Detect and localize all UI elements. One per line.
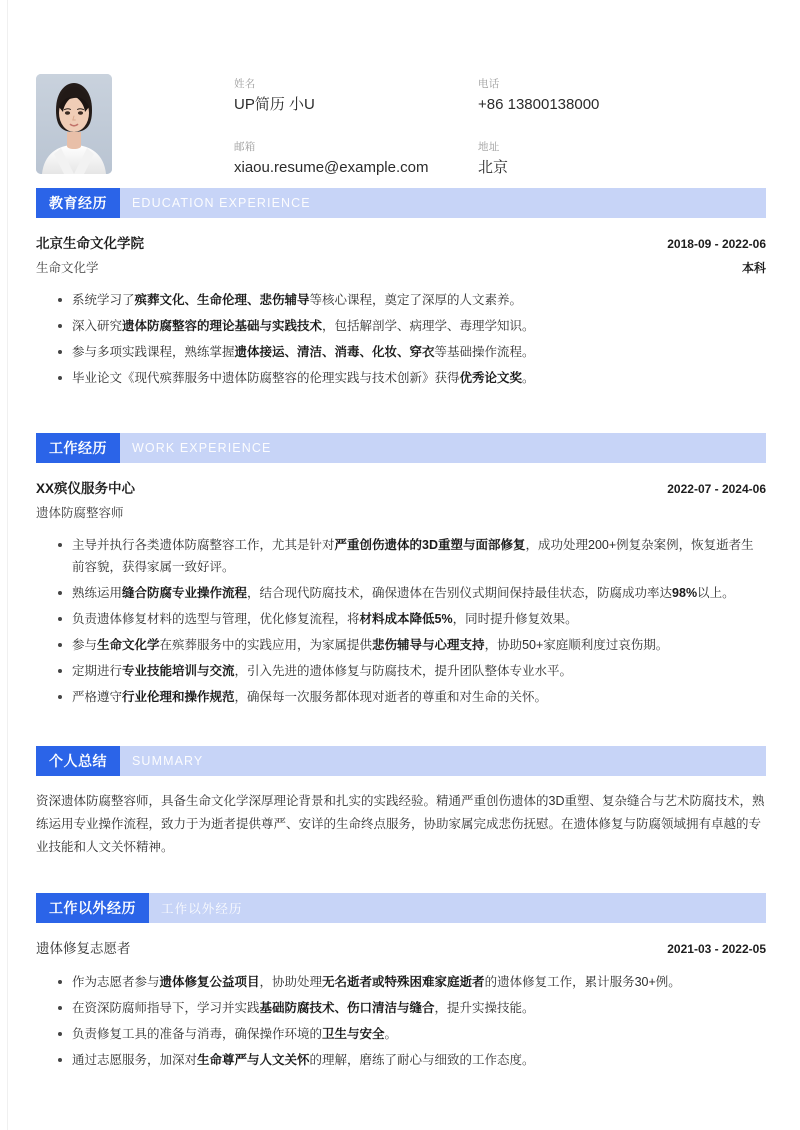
section-header-extra (36, 893, 766, 923)
bullet-item: 熟练运用缝合防腐专业操作流程，结合现代防腐技术，确保遗体在告别仪式期间保持最佳状态，防腐成功率达98%以上。 (36, 582, 766, 604)
extra-entry-toprow (36, 939, 766, 959)
contact-label-address: 地址 (478, 141, 500, 153)
avatar (36, 74, 112, 174)
education-entry-toprow (36, 234, 766, 254)
contact-field-name (234, 76, 478, 115)
bullet-item: 定期进行专业技能培训与交流，引入先进的遗体修复与防腐技术，提升团队整体专业水平。 (36, 660, 766, 682)
work-entry-toprow (36, 479, 766, 499)
section-work (36, 433, 766, 708)
section-title-en-extra: 工作以外经历 (161, 902, 243, 916)
section-extra (36, 893, 766, 1071)
work-bullets (36, 534, 766, 708)
bullet-item: 在资深防腐师指导下，学习并实践基础防腐技术、伤口清洁与缝合，提升实操技能。 (36, 997, 766, 1019)
section-header-education (36, 188, 766, 218)
resume-sheet (8, 0, 792, 1130)
bullet-item: 作为志愿者参与遗体修复公益项目，协助处理无名逝者或特殊困难家庭逝者的遗体修复工作，累计服务30+例。 (36, 971, 766, 993)
section-education (36, 188, 766, 389)
extra-role: 遗体修复志愿者 (36, 941, 131, 956)
work-entry-subrow (36, 504, 766, 522)
contact-label-email: 邮箱 (234, 141, 256, 153)
section-title-en-summary: SUMMARY (132, 754, 204, 768)
bullet-item: 负责修复工具的准备与消毒，确保操作环境的卫生与安全。 (36, 1023, 766, 1045)
extra-date: 2021-03 - 2022-05 (667, 942, 766, 956)
bullet-item: 系统学习了殡葬文化、生命伦理、悲伤辅导等核心课程，奠定了深厚的人文素养。 (36, 289, 766, 311)
resume-content (36, 0, 766, 1075)
bullet-item: 参与生命文化学在殡葬服务中的实践应用，为家属提供悲伤辅导与心理支持，协助50+家庭顺利度过哀伤期。 (36, 634, 766, 656)
education-major: 生命文化学 (36, 261, 99, 275)
contact-value-address: 北京 (478, 159, 509, 176)
work-entry (36, 463, 766, 708)
bullet-item: 主导并执行各类遗体防腐整容工作，尤其是针对严重创伤遗体的3D重塑与面部修复，成功处理200+例复杂案例，恢复逝者生前容貌，获得家属一致好评。 (36, 534, 766, 578)
contact-label-name: 姓名 (234, 78, 256, 90)
contact-field-address (478, 139, 766, 178)
spacer-work-summary (36, 712, 766, 746)
education-entry (36, 218, 766, 389)
bullet-item: 通过志愿服务，加深对生命尊严与人文关怀的理解，磨练了耐心与细致的工作态度。 (36, 1049, 766, 1071)
spacer-education-work (36, 393, 766, 433)
contact-field-email (234, 139, 478, 178)
section-title-cn-education: 教育经历 (36, 188, 120, 218)
contact-field-phone (478, 76, 766, 115)
extra-entry (36, 923, 766, 1071)
extra-bullets (36, 971, 766, 1071)
bullet-item: 深入研究遗体防腐整容的理论基础与实践技术，包括解剖学、病理学、毒理学知识。 (36, 315, 766, 337)
bullet-item: 毕业论文《现代殡葬服务中遗体防腐整容的伦理实践与技术创新》获得优秀论文奖。 (36, 367, 766, 389)
contact-value-email: xiaou.resume@example.com (234, 159, 429, 176)
section-summary (36, 746, 766, 859)
education-school: 北京生命文化学院 (36, 236, 144, 251)
contact-label-phone: 电话 (478, 78, 500, 90)
education-date: 2018-09 - 2022-06 (667, 237, 766, 251)
education-entry-subrow (36, 259, 766, 277)
work-company: XX殡仪服务中心 (36, 481, 136, 496)
section-header-summary (36, 746, 766, 776)
contact-grid (234, 76, 766, 178)
bullet-item: 负责遗体修复材料的选型与管理，优化修复流程，将材料成本降低5%，同时提升修复效果。 (36, 608, 766, 630)
section-title-cn-extra: 工作以外经历 (36, 893, 149, 923)
spacer-summary-extra (36, 859, 766, 893)
resume-header (36, 0, 766, 176)
section-title-en-education: EDUCATION EXPERIENCE (132, 196, 311, 210)
bullet-item: 严格遵守行业伦理和操作规范，确保每一次服务都体现对逝者的尊重和对生命的关怀。 (36, 686, 766, 708)
section-header-work (36, 433, 766, 463)
bullet-item: 参与多项实践课程，熟练掌握遗体接运、清洁、消毒、化妆、穿衣等基础操作流程。 (36, 341, 766, 363)
work-title: 遗体防腐整容师 (36, 506, 124, 520)
contact-value-name: UP简历 小U (234, 96, 315, 113)
work-date: 2022-07 - 2024-06 (667, 482, 766, 496)
contact-value-phone: +86 13800138000 (478, 96, 600, 113)
section-title-cn-summary: 个人总结 (36, 746, 120, 776)
section-title-en-work: WORK EXPERIENCE (132, 441, 272, 455)
section-title-cn-work: 工作经历 (36, 433, 120, 463)
education-bullets (36, 289, 766, 389)
summary-paragraph: 资深遗体防腐整容师，具备生命文化学深厚理论背景和扎实的实践经验。精通严重创伤遗体的3D重塑、复杂缝合与艺术防腐技术，熟练运用专业操作流程，致力于为逝者提供尊严、安详的生命终点服务，协助家属完成悲伤抚慰。在遗体修复与防腐领域拥有卓越的专业技能和人文关怀精神。 (36, 794, 765, 854)
education-degree: 本科 (741, 261, 766, 275)
